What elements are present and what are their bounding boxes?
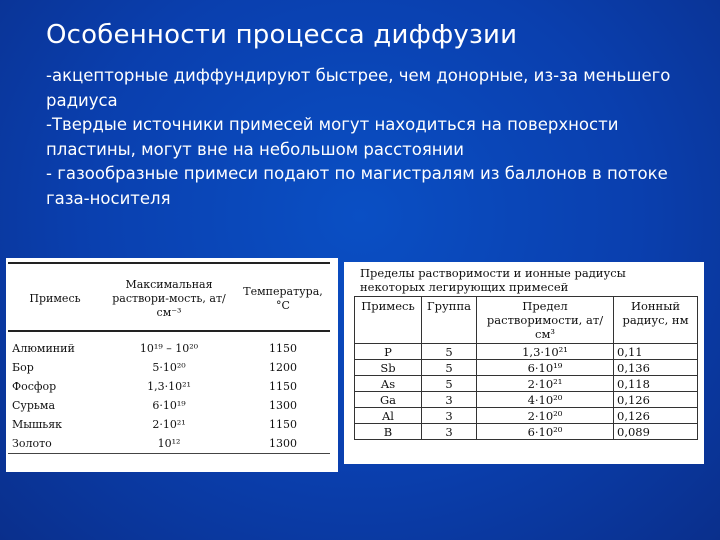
table-header-row (8, 263, 330, 331)
column-header-solubility-limit: Предел растворимости, ат/см³ (477, 297, 614, 344)
cell-group: 3 (422, 408, 477, 424)
cell-temperature: 1300 (269, 399, 297, 412)
cell-ionic-radius: 0,089 (614, 424, 698, 440)
table-row (8, 434, 330, 454)
table-caption-line: некоторых легирующих примесей (360, 280, 569, 294)
cell-impurity: Al (355, 408, 422, 424)
bullet-item: -Твердые источники примесей могут находиться на поверхности пластины, могут вне на небольшом расстоянии (46, 115, 619, 159)
cell-group: 3 (422, 392, 477, 408)
column-header-ionic-radius: Ионный радиус, нм (614, 297, 698, 344)
table-row (355, 376, 698, 392)
column-header-impurity: Примесь (355, 297, 422, 344)
cell-impurity: Бор (12, 361, 34, 374)
bullet-item: - газообразные примеси подают по магистралям из баллонов в потоке газа-носителя (46, 164, 668, 208)
column-header-temperature: Температура, °С (236, 263, 330, 331)
cell-solubility: 1,3·10²¹ (147, 380, 191, 393)
cell-solubility-limit: 2·10²⁰ (477, 408, 614, 424)
cell-group: 5 (422, 360, 477, 376)
table-row (8, 331, 330, 358)
bullet-list (46, 64, 686, 211)
table-row (8, 396, 330, 415)
cell-impurity: Золото (8, 434, 102, 454)
cell-impurity: Алюминий (12, 342, 75, 355)
solubility-ionic-radius-table (354, 296, 698, 440)
cell-solubility-limit: 6·10¹⁹ (477, 360, 614, 376)
cell-impurity: B (355, 424, 422, 440)
table-header-row (355, 297, 698, 344)
cell-ionic-radius: 0,11 (614, 344, 698, 360)
table-row (355, 344, 698, 360)
cell-solubility: 10¹² (102, 434, 236, 454)
cell-group: 3 (422, 424, 477, 440)
solubility-temperature-table (8, 262, 330, 454)
cell-solubility-limit: 1,3·10²¹ (477, 344, 614, 360)
cell-group: 5 (422, 376, 477, 392)
cell-ionic-radius: 0,118 (614, 376, 698, 392)
cell-solubility: 2·10²¹ (152, 418, 186, 431)
column-header-group: Группа (422, 297, 477, 344)
cell-impurity: Фосфор (12, 380, 57, 393)
table-row (355, 408, 698, 424)
cell-solubility: 10¹⁹ – 10²⁰ (139, 342, 199, 355)
cell-ionic-radius: 0,126 (614, 392, 698, 408)
bullet-item: -акцепторные диффундируют быстрее, чем донорные, из-за меньшего радиуса (46, 66, 671, 110)
cell-impurity: Ga (355, 392, 422, 408)
table-row (355, 392, 698, 408)
cell-impurity: Сурьма (12, 399, 56, 412)
table-caption (344, 262, 704, 294)
cell-temperature: 1150 (269, 418, 297, 431)
cell-ionic-radius: 0,126 (614, 408, 698, 424)
cell-solubility-limit: 2·10²¹ (477, 376, 614, 392)
table-caption-line: Пределы растворимости и ионные радиусы (360, 266, 626, 280)
cell-group: 5 (422, 344, 477, 360)
cell-impurity: Мышьяк (12, 418, 63, 431)
table-row (8, 358, 330, 377)
cell-temperature: 1150 (269, 342, 297, 355)
solubility-ionic-radius-table-image (344, 262, 704, 464)
table-row (8, 415, 330, 434)
cell-temperature: 1150 (269, 380, 297, 393)
solubility-temperature-table-image (6, 258, 338, 472)
column-header-impurity: Примесь (8, 263, 102, 331)
cell-solubility-limit: 4·10²⁰ (477, 392, 614, 408)
table-row (355, 360, 698, 376)
cell-impurity: Sb (355, 360, 422, 376)
cell-solubility-limit: 6·10²⁰ (477, 424, 614, 440)
table-row (8, 377, 330, 396)
cell-solubility: 5·10²⁰ (152, 361, 186, 374)
cell-temperature: 1200 (269, 361, 297, 374)
table-row (355, 424, 698, 440)
cell-temperature: 1300 (236, 434, 330, 454)
cell-impurity: As (355, 376, 422, 392)
slide-title: Особенности процесса диффузии (46, 20, 518, 50)
column-header-max-solubility: Максимальная раствори-мость, ат/см⁻³ (102, 263, 236, 331)
cell-impurity: P (355, 344, 422, 360)
cell-ionic-radius: 0,136 (614, 360, 698, 376)
cell-solubility: 6·10¹⁹ (152, 399, 186, 412)
